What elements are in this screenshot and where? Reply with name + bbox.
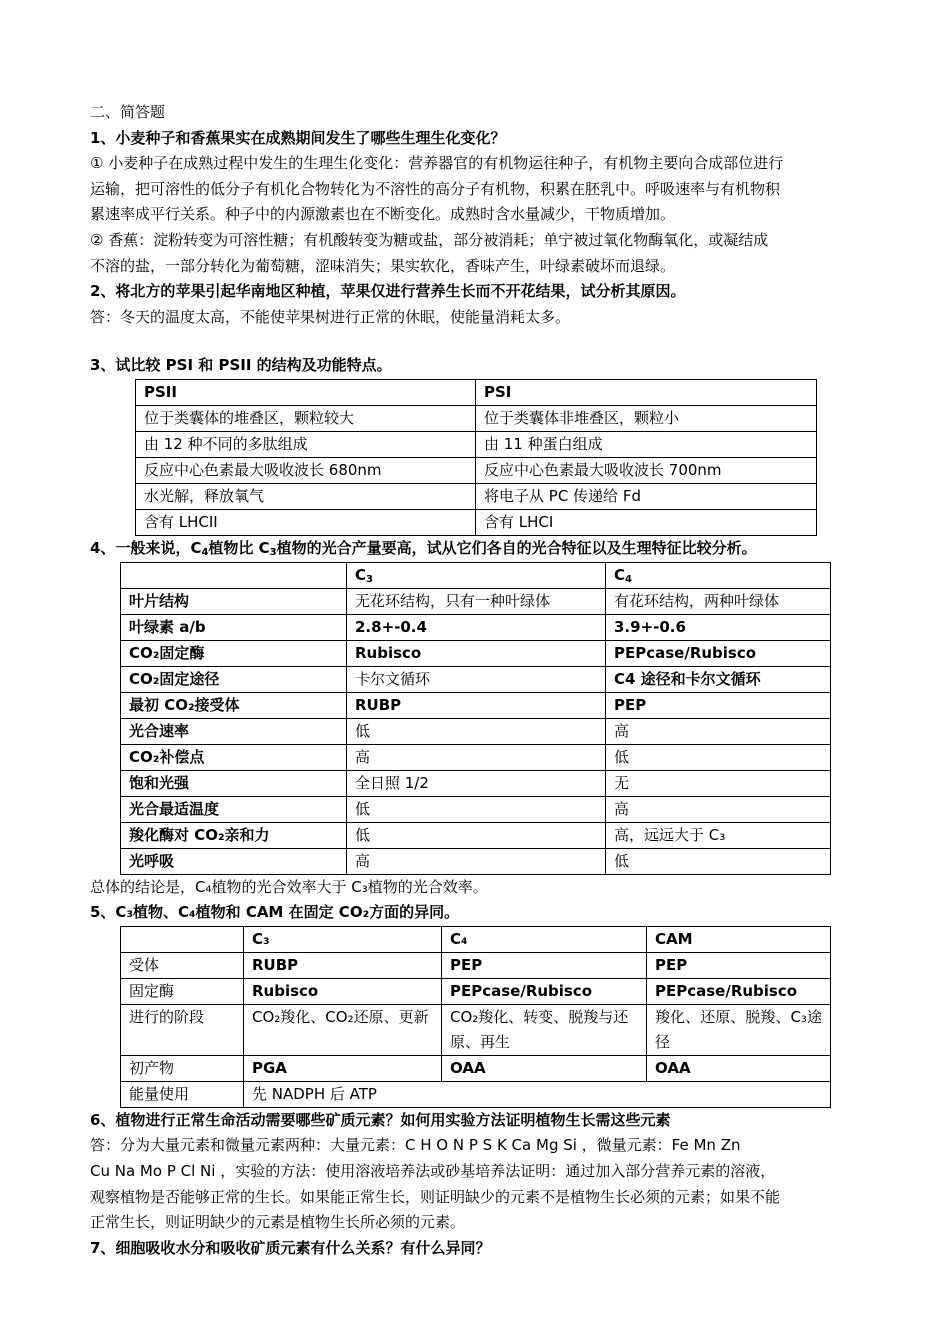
- table-cell: OAA: [647, 1055, 831, 1081]
- table-cell: 低: [347, 718, 606, 744]
- table-cell: 反应中心色素最大吸收波长 680nm: [136, 457, 476, 483]
- table-row: [121, 978, 831, 1004]
- q2-title: 2、将北方的苹果引起华南地区种植，苹果仅进行营养生长而不开花结果，试分析其原因。: [90, 282, 686, 301]
- table-cell: 由 11 种蛋白组成: [476, 431, 817, 457]
- q1-answer2-line1: ② 香蕉：淀粉转变为可溶性糖；有机酸转变为糖或盐，部分被消耗；单宁被过氧化物酶氧化，或凝结成: [90, 230, 769, 249]
- q6-answer-line2: Cu Na Mo P Cl Ni ，实验的方法：使用溶液培养法或砂基培养法证明：通过加入部分营养元素的溶液，: [90, 1161, 776, 1180]
- q6-answer-line3: 观察植物是否能够正常的生长。如果能正常生长，则证明缺少的元素不是植物生长必须的元素；如果不能: [90, 1187, 781, 1206]
- table-cell: 受体: [121, 952, 244, 978]
- table-cell: 先 NADPH 后 ATP: [244, 1081, 831, 1107]
- table-cell: 固定酶: [121, 978, 244, 1004]
- table-row: [136, 509, 817, 535]
- table-cell: 高: [606, 718, 831, 744]
- table-cell: 羧化酶对 CO₂亲和力: [121, 822, 347, 848]
- table-row: [121, 614, 831, 640]
- document-page: [90, 100, 862, 1261]
- table-row: [121, 770, 831, 796]
- table-header-c4: $C_4$: [606, 562, 831, 588]
- table-cell: PEP: [647, 952, 831, 978]
- table-cell: OAA: [442, 1055, 647, 1081]
- table-cell: 高: [347, 744, 606, 770]
- table-cell: 光合速率: [121, 718, 347, 744]
- table-cell: PEPcase/Rubisco: [647, 978, 831, 1004]
- q4-title: 4、一般来说，$C_4$植物比 $C_3$植物的光合产量要高，试从它们各自的光合特征以及生理特征比较分析。: [90, 538, 757, 558]
- table-cell: 无: [606, 770, 831, 796]
- table-cell: 卡尔文循环: [347, 666, 606, 692]
- table-cell: 羧化、还原、脱羧、C₃途径: [647, 1004, 831, 1055]
- table-cell: 由 12 种不同的多肽组成: [136, 431, 476, 457]
- table-cell: PEP: [606, 692, 831, 718]
- table-cell: 叶片结构: [121, 588, 347, 614]
- table-cell: CO₂固定途径: [121, 666, 347, 692]
- table-cell: 能量使用: [121, 1081, 244, 1107]
- table-header-c3: $C_3$: [347, 562, 606, 588]
- table-cell: 低: [606, 848, 831, 874]
- table-cell: Rubisco: [347, 640, 606, 666]
- table-cell: CO₂羧化、转变、脱羧与还原、再生: [442, 1004, 647, 1055]
- table-cell: 进行的阶段: [121, 1004, 244, 1055]
- table-row: [136, 431, 817, 457]
- table-row: [121, 1081, 831, 1107]
- table-cell: 最初 CO₂接受体: [121, 692, 347, 718]
- q1-answer1-line1: ① 小麦种子在成熟过程中发生的生理生化变化：营养器官的有机物运往种子，有机物主要向合成部位进行: [90, 154, 784, 173]
- table-row: [136, 405, 817, 431]
- table-row: [121, 588, 831, 614]
- table-cell: PSII: [136, 379, 476, 405]
- q6-title: 6、植物进行正常生命活动需要哪些矿质元素？如何用实验方法证明植物生长需这些元素: [90, 1110, 671, 1129]
- table-cell: 位于类囊体非堆叠区，颗粒小: [476, 405, 817, 431]
- table-cell: 有花环结构，两种叶绿体: [606, 588, 831, 614]
- table-cell: 低: [606, 744, 831, 770]
- table-cell: 3.9+-0.6: [606, 614, 831, 640]
- table-cell: 低: [347, 822, 606, 848]
- table-row: [136, 457, 817, 483]
- table-row: [121, 692, 831, 718]
- table-cell: CAM: [647, 926, 831, 952]
- table-row: [121, 952, 831, 978]
- table-row: [121, 796, 831, 822]
- table-cell: C4 途径和卡尔文循环: [606, 666, 831, 692]
- table-row: [121, 1004, 831, 1055]
- q1-answer2-line2: 不溶的盐，一部分转化为葡萄糖，涩味消失；果实软化，香味产生，叶绿素破坏而退绿。: [90, 256, 676, 275]
- psi-psii-table: [135, 379, 817, 536]
- table-cell: 饱和光强: [121, 770, 347, 796]
- table-row: [136, 379, 817, 405]
- table-cell: CO₂固定酶: [121, 640, 347, 666]
- table-cell: [121, 926, 244, 952]
- table-cell: PGA: [244, 1055, 442, 1081]
- table-row: [121, 718, 831, 744]
- table-row: [121, 744, 831, 770]
- table-cell: 初产物: [121, 1055, 244, 1081]
- table-cell: 水光解，释放氧气: [136, 483, 476, 509]
- table-cell: C₃: [244, 926, 442, 952]
- table-cell: 叶绿素 a/b: [121, 614, 347, 640]
- table-cell: 无花环结构，只有一种叶绿体: [347, 588, 606, 614]
- table-cell: 含有 LHCI: [476, 509, 817, 535]
- table-cell: 高: [606, 796, 831, 822]
- table-cell: 低: [347, 796, 606, 822]
- c3-c4-table: [120, 562, 831, 875]
- c3-c4-cam-table: [120, 926, 831, 1108]
- table-cell: 光呼吸: [121, 848, 347, 874]
- table-cell: 含有 LHCII: [136, 509, 476, 535]
- table-cell: PSI: [476, 379, 817, 405]
- q6-answer-line4: 正常生长，则证明缺少的元素是植物生长所必须的元素。: [90, 1213, 466, 1232]
- q1-title: 1、小麦种子和香蕉果实在成熟期间发生了哪些生理生化变化？: [90, 128, 506, 147]
- table-cell: Rubisco: [244, 978, 442, 1004]
- table-cell: 全日照 1/2: [347, 770, 606, 796]
- table-cell: 高，远远大于 C₃: [606, 822, 831, 848]
- table-header-row: [121, 562, 831, 588]
- table-cell: CO₂补偿点: [121, 744, 347, 770]
- q2-answer: 答：冬天的温度太高，不能使苹果树进行正常的休眠，使能量消耗太多。: [90, 307, 571, 326]
- table-row: [121, 666, 831, 692]
- table-row: [136, 483, 817, 509]
- section-title: 二、简答题: [90, 103, 166, 121]
- q5-title: 5、C₃植物、C₄植物和 CAM 在固定 CO₂方面的异同。: [90, 903, 460, 922]
- table-cell: RUBP: [244, 952, 442, 978]
- table-header-row: [121, 926, 831, 952]
- table-cell: [121, 562, 347, 588]
- table-cell: 位于类囊体的堆叠区，颗粒较大: [136, 405, 476, 431]
- q3-title: 3、试比较 PSI 和 PSII 的结构及功能特点。: [90, 356, 392, 375]
- table-cell: RUBP: [347, 692, 606, 718]
- table-cell: PEPcase/Rubisco: [606, 640, 831, 666]
- table-row: [121, 822, 831, 848]
- table-cell: 反应中心色素最大吸收波长 700nm: [476, 457, 817, 483]
- table-cell: C₄: [442, 926, 647, 952]
- table-cell: 光合最适温度: [121, 796, 347, 822]
- q1-answer1-line2: 运输，把可溶性的低分子有机化合物转化为不溶性的高分子有机物，积累在胚乳中。呼吸速率与有机物积: [90, 179, 781, 198]
- table-cell: PEPcase/Rubisco: [442, 978, 647, 1004]
- q1-answer1-line3: 累速率成平行关系。种子中的内源激素也在不断变化。成熟时含水量减少，干物质增加。: [90, 205, 676, 224]
- q6-answer-line1: 答：分为大量元素和微量元素两种：大量元素：C H O N P S K Ca Mg Si ，微量元素：Fe Mn Zn: [90, 1136, 741, 1155]
- table-row: [121, 1055, 831, 1081]
- table-cell: 将电子从 PC 传递给 Fd: [476, 483, 817, 509]
- table-cell: 高: [347, 848, 606, 874]
- table-row: [121, 640, 831, 666]
- table-cell: PEP: [442, 952, 647, 978]
- table-row: [121, 848, 831, 874]
- q7-title: 7、细胞吸收水分和吸收矿质元素有什么关系？有什么异同？: [90, 1238, 491, 1257]
- table-cell: 2.8+-0.4: [347, 614, 606, 640]
- table-cell: CO₂羧化、CO₂还原、更新: [244, 1004, 442, 1055]
- q4-conclusion: 总体的结论是，C₄植物的光合效率大于 C₃植物的光合效率。: [90, 877, 488, 896]
